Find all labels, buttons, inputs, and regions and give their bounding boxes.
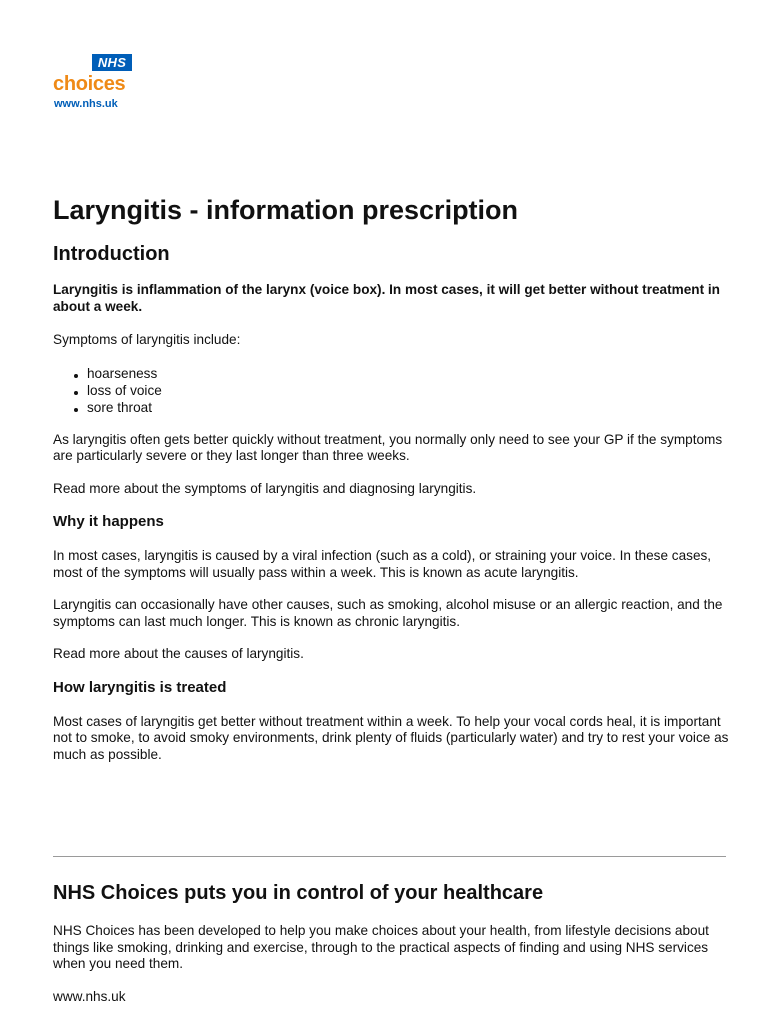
nhs-choices-logo xyxy=(53,54,135,116)
lead-paragraph: Laryngitis is inflammation of the larynx (voice box). In most cases, it will get better without treatment in about a week. xyxy=(53,282,720,314)
choices-wordmark: choices xyxy=(53,73,126,95)
footer-section xyxy=(53,879,729,1005)
symptoms-list xyxy=(53,365,729,416)
logo-url: www.nhs.uk xyxy=(54,98,118,110)
treatment-paragraph: Most cases of laryngitis get better without treatment within a week. To help your vocal cords heal, it is important not to smoke, to avoid smoky environments, drink plenty of fluids (particularly water) and try to rest your voice as much as possible. xyxy=(53,713,729,762)
why-it-happens-heading: Why it happens xyxy=(53,513,164,530)
footer-heading: NHS Choices puts you in control of your healthcare xyxy=(53,882,544,904)
page-title: Laryngitis - information prescription xyxy=(53,195,519,225)
section-divider xyxy=(53,856,726,857)
list-item: hoarseness xyxy=(53,365,729,382)
read-more-symptoms: Read more about the symptoms of laryngitis and diagnosing laryngitis. xyxy=(53,480,477,496)
why-paragraph-2: Laryngitis can occasionally have other causes, such as smoking, alcohol misuse or an allergic reaction, and the symptoms can last much longer. This is known as chronic laryngitis. xyxy=(53,597,723,629)
footer-url: www.nhs.uk xyxy=(53,988,126,1004)
document-body xyxy=(53,192,729,763)
symptoms-intro: Symptoms of laryngitis include: xyxy=(53,332,241,347)
list-item: loss of voice xyxy=(53,382,729,399)
how-treated-heading: How laryngitis is treated xyxy=(53,678,227,696)
introduction-heading: Introduction xyxy=(53,243,170,265)
nhs-badge: NHS xyxy=(92,54,132,71)
footer-paragraph: NHS Choices has been developed to help you make choices about your health, from lifestyle decisions about things like smoking, drinking and exercise, through to the practical aspects of finding and using NHS services when you need them. xyxy=(53,923,709,971)
why-paragraph-1: In most cases, laryngitis is caused by a viral infection (such as a cold), or straining your voice. In these cases, most of the symptoms will usually pass within a week. This is known as acute laryngitis. xyxy=(53,548,712,580)
gp-paragraph: As laryngitis often gets better quickly without treatment, you normally only need to see your GP if the symptoms are particularly severe or they last longer than three weeks. xyxy=(53,431,723,463)
list-item: sore throat xyxy=(53,399,729,416)
read-more-causes: Read more about the causes of laryngitis. xyxy=(53,646,304,661)
